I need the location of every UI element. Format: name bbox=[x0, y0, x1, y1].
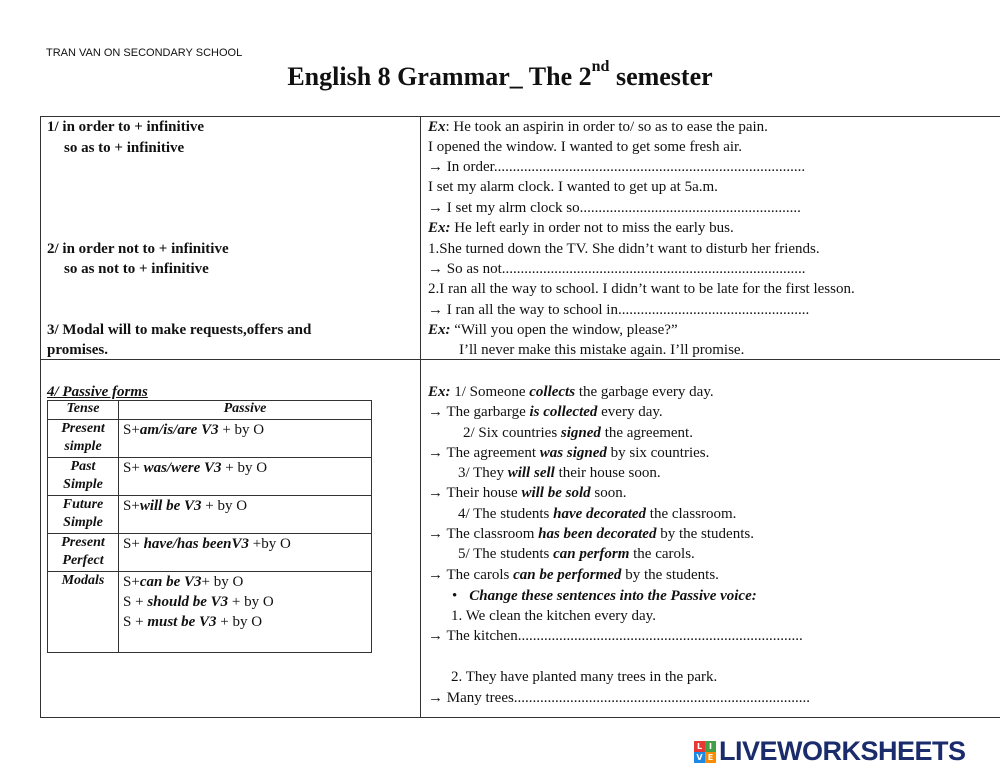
verb: collects bbox=[529, 384, 576, 400]
logo-text: LIVEWORKSHEETS bbox=[719, 736, 966, 766]
verb: is collected bbox=[529, 404, 598, 420]
ex-label: Ex: bbox=[428, 220, 451, 236]
tense-cell: Present simple bbox=[48, 420, 119, 458]
formula-verb: must be V3 bbox=[147, 614, 217, 630]
passive-answer bbox=[428, 525, 754, 543]
rule-2-alt: so as not to + infinitive bbox=[64, 261, 209, 277]
example-line: I set my alarm clock. I wanted to get up at 5a.m. bbox=[428, 179, 718, 195]
verb: can perform bbox=[553, 546, 630, 562]
ex-label: Ex bbox=[428, 119, 446, 135]
text: 3/ They bbox=[458, 465, 508, 481]
formula-pre: S + bbox=[123, 594, 148, 610]
text: → Their house bbox=[428, 485, 522, 501]
text: the carols. bbox=[629, 546, 695, 562]
answer-line: → I set my alrm clock so........................................................... bbox=[428, 200, 801, 216]
example-line: 2.I ran all the way to school. I didn’t want to be late for the first lesson. bbox=[428, 281, 855, 297]
logo-mark-icon bbox=[694, 741, 716, 763]
text: 2/ Six countries bbox=[463, 425, 561, 441]
formula-verb: have/has beenV3 bbox=[143, 536, 249, 552]
exercise-answer-blank: → Many trees............................................................................... bbox=[428, 690, 811, 706]
title-main: English 8 Grammar_ The 2 bbox=[287, 62, 592, 91]
tense-cell: Future Simple bbox=[48, 496, 119, 534]
passive-cell bbox=[119, 496, 372, 534]
table-row bbox=[48, 458, 372, 496]
formula-pre: S+ bbox=[123, 536, 144, 552]
exercise-question: 1. We clean the kitchen every day. bbox=[451, 608, 656, 624]
example-line: I’ll never make this mistake again. I’ll promise. bbox=[459, 342, 745, 358]
formula-post: + by O bbox=[218, 422, 265, 438]
rule-3-title: 3/ Modal will to make requests,offers and bbox=[47, 322, 312, 338]
passive-example bbox=[428, 383, 714, 401]
example-line bbox=[428, 321, 678, 339]
text: 5/ The students bbox=[458, 546, 554, 562]
formula-line bbox=[123, 572, 367, 592]
verb: has been decorated bbox=[538, 526, 657, 542]
rule-1-title: 1/ in order to + infinitive bbox=[47, 119, 205, 135]
passive-answer bbox=[428, 444, 709, 462]
header-passive: Passive bbox=[119, 401, 372, 420]
rule-3-cont: promises. bbox=[47, 342, 108, 358]
ex-label: Ex: bbox=[428, 384, 451, 400]
table-row bbox=[48, 534, 372, 572]
formula-verb: should be V3 bbox=[147, 594, 229, 610]
formula-pre: S+ bbox=[123, 422, 140, 438]
verb: have decorated bbox=[553, 506, 647, 522]
text: → The carols bbox=[428, 567, 514, 583]
text: the agreement. bbox=[600, 425, 693, 441]
text: 1/ Someone bbox=[450, 384, 530, 400]
verb: signed bbox=[560, 425, 601, 441]
logo-letter: V bbox=[694, 752, 705, 763]
example-text: He left early in order not to miss the early bus. bbox=[450, 220, 734, 236]
verb: will sell bbox=[507, 465, 555, 481]
text: soon. bbox=[590, 485, 627, 501]
answer-line: → In order................................................................................... bbox=[428, 159, 806, 175]
rule-2-title: 2/ in order not to + infinitive bbox=[47, 241, 229, 257]
answer-line: → So as not................................................................................. bbox=[428, 261, 806, 277]
example-line: 1.She turned down the TV. She didn’t want to disturb her friends. bbox=[428, 241, 820, 257]
passive-cell bbox=[119, 458, 372, 496]
table-row bbox=[48, 572, 372, 653]
passive-example bbox=[458, 464, 661, 482]
text: by the students. bbox=[621, 567, 719, 583]
tense-cell: Modals bbox=[48, 572, 119, 653]
formula-verb: can be V3 bbox=[139, 574, 202, 590]
formula-post: + by O bbox=[201, 574, 244, 590]
formula-verb: was/were V3 bbox=[143, 460, 222, 476]
example-text: : He took an aspirin in order to/ so as to ease the pain. bbox=[445, 119, 768, 135]
formula-line bbox=[123, 612, 367, 632]
header-tense: Tense bbox=[48, 401, 119, 420]
formula-pre: S + bbox=[123, 614, 148, 630]
passive-forms-title: 4/ Passive forms bbox=[47, 384, 148, 400]
formula-post: + by O bbox=[221, 460, 268, 476]
tense-cell: Past Simple bbox=[48, 458, 119, 496]
formula-line bbox=[123, 592, 367, 612]
row-divider bbox=[40, 359, 1000, 360]
example-text: “Will you open the window, please?” bbox=[450, 322, 678, 338]
table-header-row bbox=[48, 401, 372, 420]
logo-letter: I bbox=[705, 741, 716, 752]
exercise-answer-blank: → The kitchen............................................................................ bbox=[428, 628, 803, 644]
bullet-icon: • bbox=[452, 588, 458, 604]
passive-cell bbox=[119, 420, 372, 458]
text: their house soon. bbox=[554, 465, 661, 481]
passive-tense-table bbox=[47, 400, 372, 653]
text: 4/ The students bbox=[458, 506, 554, 522]
text: the garbage every day. bbox=[575, 384, 714, 400]
passive-example bbox=[463, 424, 693, 442]
table-row bbox=[48, 420, 372, 458]
passive-answer bbox=[428, 566, 719, 584]
school-name: TRAN VAN ON SECONDARY SCHOOL bbox=[46, 47, 243, 59]
title-superscript: nd bbox=[591, 58, 610, 76]
passive-answer bbox=[428, 484, 626, 502]
logo-letter: E bbox=[705, 752, 716, 763]
column-divider bbox=[420, 116, 421, 718]
passive-answer bbox=[428, 403, 663, 421]
text: → The classroom bbox=[428, 526, 539, 542]
passive-example bbox=[458, 505, 736, 523]
passive-cell bbox=[119, 534, 372, 572]
example-line bbox=[428, 118, 768, 136]
text: the classroom. bbox=[646, 506, 737, 522]
formula-pre: S+ bbox=[123, 574, 140, 590]
text: every day. bbox=[597, 404, 663, 420]
page-title bbox=[0, 58, 1000, 92]
text: → The garbarge bbox=[428, 404, 530, 420]
example-line bbox=[428, 219, 734, 237]
text: → The agreement bbox=[428, 445, 540, 461]
formula-post: + by O bbox=[228, 594, 274, 610]
exercise-instruction bbox=[452, 587, 757, 605]
text: by the students. bbox=[656, 526, 754, 542]
answer-line: → I ran all the way to school in................................................... bbox=[428, 302, 810, 318]
passive-cell bbox=[119, 572, 372, 653]
rule-1-alt: so as to + infinitive bbox=[64, 140, 185, 156]
title-end: semester bbox=[609, 62, 713, 91]
formula-post: +by O bbox=[248, 536, 291, 552]
example-line: I opened the window. I wanted to get some fresh air. bbox=[428, 139, 742, 155]
exercise-question: 2. They have planted many trees in the park. bbox=[451, 669, 718, 685]
liveworksheets-logo bbox=[694, 736, 966, 767]
verb: was signed bbox=[539, 445, 607, 461]
passive-example bbox=[458, 545, 695, 563]
table-row bbox=[48, 496, 372, 534]
verb: will be sold bbox=[521, 485, 591, 501]
formula-verb: will be V3 bbox=[139, 498, 202, 514]
instruction-text: Change these sentences into the Passive voice: bbox=[469, 588, 757, 604]
formula-pre: S+ bbox=[123, 498, 140, 514]
formula-post: + by O bbox=[201, 498, 248, 514]
logo-letter: L bbox=[694, 741, 705, 752]
formula-post: + by O bbox=[216, 614, 263, 630]
ex-label: Ex: bbox=[428, 322, 451, 338]
formula-verb: am/is/are V3 bbox=[139, 422, 219, 438]
text: by six countries. bbox=[606, 445, 710, 461]
verb: can be performed bbox=[513, 567, 622, 583]
formula-pre: S+ bbox=[123, 460, 144, 476]
tense-cell: Present Perfect bbox=[48, 534, 119, 572]
